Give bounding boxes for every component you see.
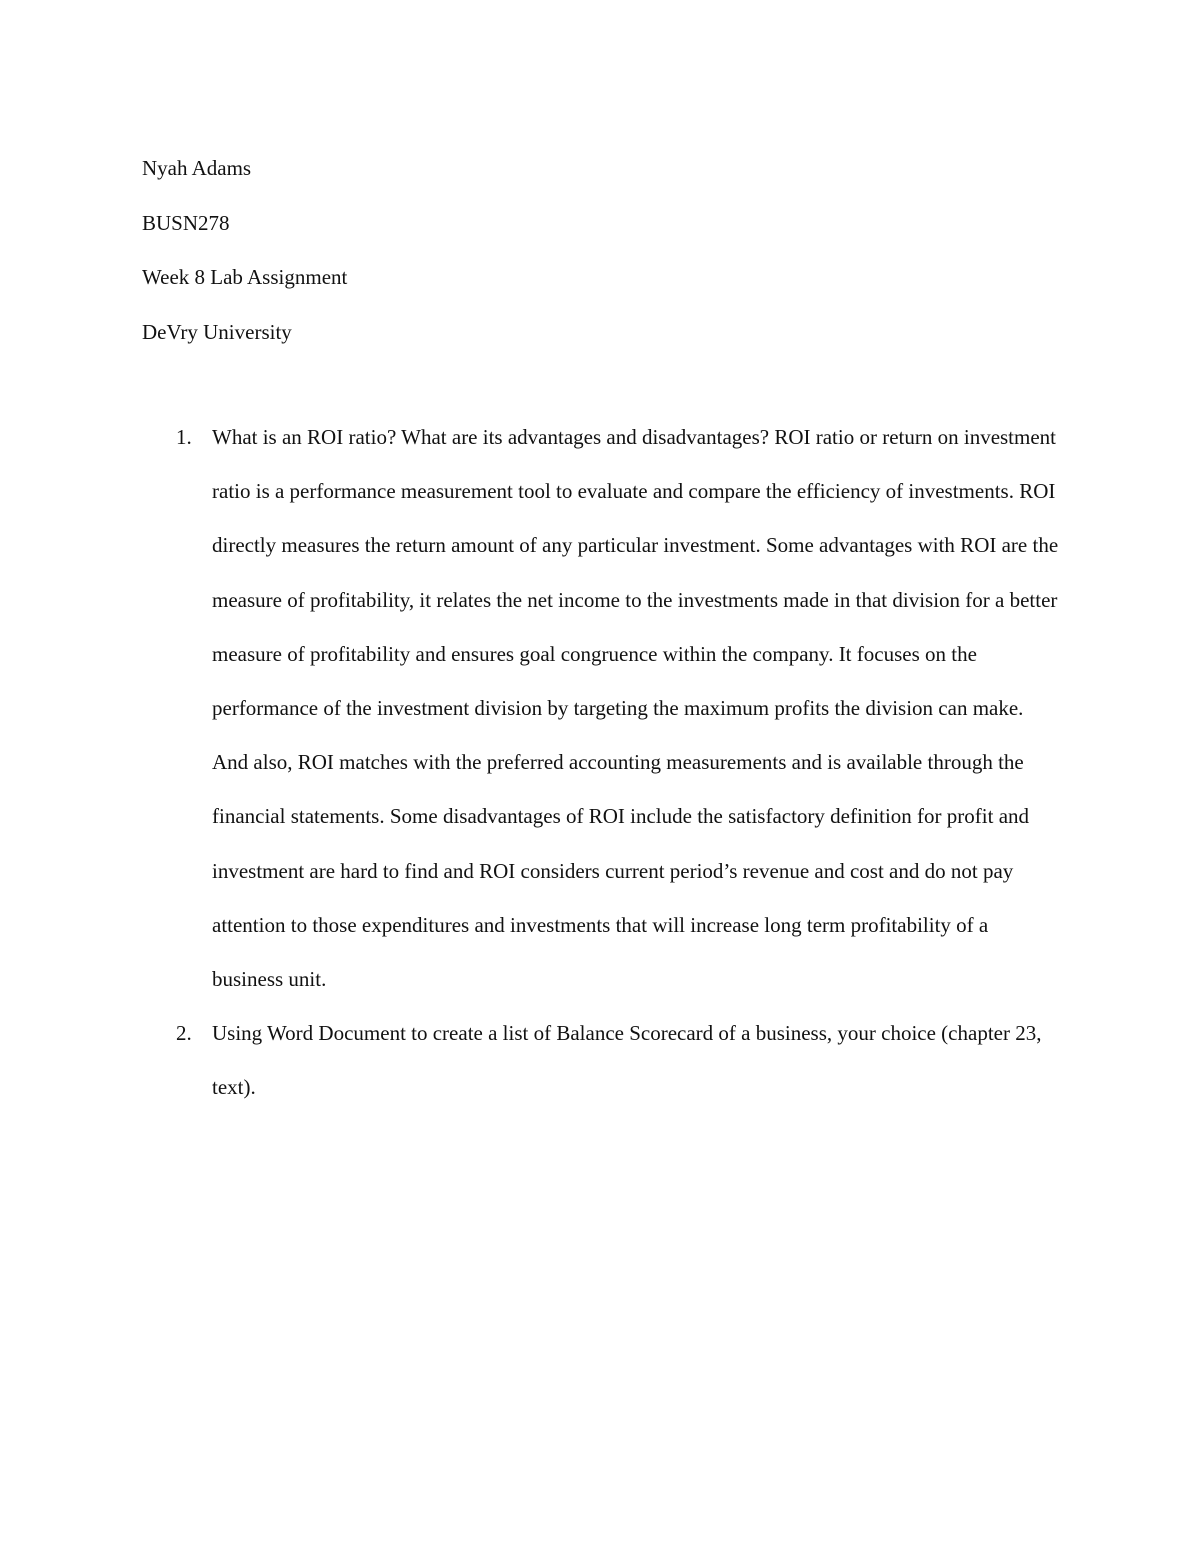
question-number: 2. bbox=[176, 1021, 192, 1046]
school-name: DeVry University bbox=[142, 319, 292, 344]
student-name: Nyah Adams bbox=[142, 156, 252, 180]
question-list bbox=[142, 410, 1062, 1115]
question-number: 1. bbox=[176, 425, 192, 449]
question-text: What is an ROI ratio? What are its advantages and disadvantages? ROI ratio or return on investment ratio is a performance measurement tool to evaluate and compare the efficiency of investments. ROI directly measures the return amount of any particular investment. Some advantages with ROI are the measure of profitability, it relates the net income to the investments made in that division for a better measure of profitability and ensures goal congruence within the company. It focuses on the performance of the investment division by targeting the maximum profits the division can make. And also, ROI matches with the preferred accounting measurements and is available through the financial statements. Some disadvantages of ROI include the satisfactory definition for profit and investment are hard to find and ROI considers current period’s revenue and cost and do not pay attention to those expenditures and investments that will increase long term profitability of a business unit. bbox=[212, 425, 1059, 992]
assignment-title: Week 8 Lab Assignment bbox=[142, 265, 348, 289]
question-text: Using Word Document to create a list of Balance Scorecard of a business, your choice (chapter 23, text). bbox=[212, 1021, 1042, 1100]
document-header bbox=[142, 141, 1042, 359]
question-item-2 bbox=[142, 1006, 1062, 1114]
question-item-1 bbox=[142, 410, 1062, 1006]
course-code: BUSN278 bbox=[142, 210, 230, 235]
